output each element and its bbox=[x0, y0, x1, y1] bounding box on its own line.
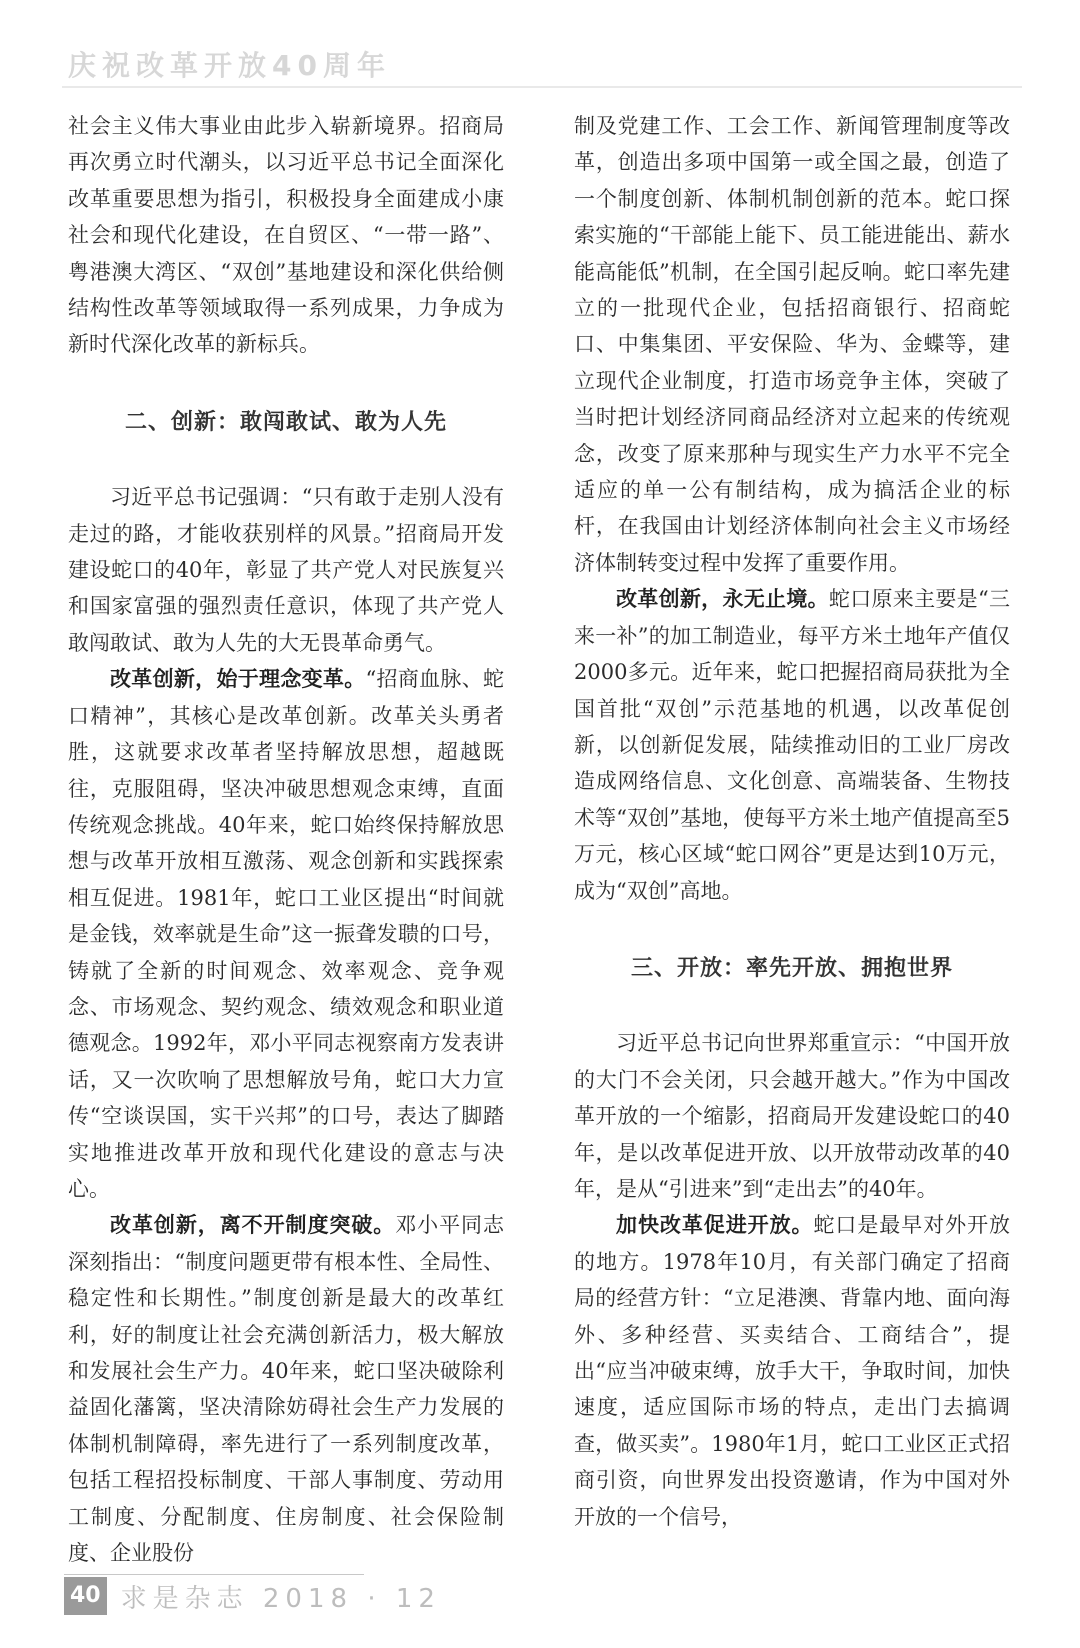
paragraph bbox=[574, 581, 1010, 909]
paragraph-lead: 加快改革促进开放。 bbox=[616, 1213, 814, 1238]
paragraph bbox=[574, 1207, 1010, 1535]
footer-rule bbox=[64, 1574, 364, 1575]
paragraph-lead: 改革创新，离不开制度突破。 bbox=[110, 1213, 396, 1238]
left-column bbox=[68, 108, 504, 1571]
section-heading-innovation: 二、创新：敢闯敢试、敢为人先 bbox=[124, 409, 447, 435]
paragraph: 习近平总书记强调：“只有敢于走别人没有走过的路，才能收获别样的风景。”招商局开发建设蛇口的40年，彰显了共产党人对民族复兴和国家富强的强烈责任意识，体现了共产党人敢闯敢试、敢为人先的大无畏革命勇气。 bbox=[68, 485, 504, 655]
paragraph-body: 邓小平同志深刻指出：“制度问题更带有根本性、全局性、稳定性和长期性。”制度创新是最大的改革红利，好的制度让社会充满创新活力，极大解放和发展社会生产力。40年来，蛇口坚决破除利益固化藩篱，坚决清除妨碍社会生产力发展的体制机制障碍，率先进行了一系列制度改革，包括工程招投标制度、干部人事制度、劳动用工制度、分配制度、住房制度、社会保险制度、企业股份 bbox=[68, 1213, 504, 1566]
paragraph-body: 蛇口原来主要是“三来一补”的加工制造业，每平方米土地年产值仅2000多元。近年来，蛇口把握招商局获批为全国首批“双创”示范基地的机遇，以改革促创新，以创新促发展，陆续推动旧的工业厂房改造成网络信息、文化创意、高端装备、生物技术等“双创”基地，使每平方米土地产值提高至5万元，核心区域“蛇口网谷”更是达到10万元，成为“双创”高地。 bbox=[574, 587, 1010, 903]
header-rule bbox=[62, 86, 1022, 88]
paragraph-lead: 改革创新，永无止境。 bbox=[616, 587, 829, 612]
running-header: 庆祝改革开放40周年 bbox=[68, 49, 391, 82]
paragraph-body: “招商血脉、蛇口精神”，其核心是改革创新。改革关头勇者胜，这就要求改革者坚持解放思想，超越既往，克服阻碍，坚决冲破思想观念束缚，直面传统观念挑战。40年来，蛇口始终保持解放思想与改革开放相互激荡、观念创新和实践探索相互促进。1981年，蛇口工业区提出“时间就是金钱，效率就是生命”这一振聋发聩的口号，铸就了全新的时间观念、效率观念、竞争观念、市场观念、契约观念、绩效观念和职业道德观念。1992年，邓小平同志视察南方发表讲话，又一次吹响了思想解放号角，蛇口大力宣传“空谈误国，实干兴邦”的口号，表达了脚踏实地推进改革开放和现代化建设的意志与决心。 bbox=[68, 667, 504, 1201]
magazine-issue: 求是杂志 2018 · 12 bbox=[120, 1583, 441, 1614]
paragraph-body: 蛇口是最早对外开放的地方。1978年10月，有关部门确定了招商局的经营方针：“立足港澳、背靠内地、面向海外、多种经营、买卖结合、工商结合”，提出“应当冲破束缚，放手大干，争取时间，加快速度，适应国际市场的特点，走出门去搞调查，做买卖”。1980年1月，蛇口工业区正式招商引资，向世界发出投资邀请，作为中国对外开放的一个信号， bbox=[574, 1213, 1011, 1529]
paragraph: 习近平总书记向世界郑重宣示：“中国开放的大门不会关闭，只会越开越大。”作为中国改革开放的一个缩影，招商局开发建设蛇口的40年，是以改革促进开放、以开放带动改革的40年，是从“引进来”到“走出去”的40年。 bbox=[574, 1031, 1010, 1201]
page-footer bbox=[64, 1576, 441, 1616]
paragraph bbox=[68, 1207, 504, 1571]
paragraph bbox=[68, 661, 504, 1207]
right-column bbox=[574, 108, 1010, 1535]
section-heading-opening: 三、开放：率先开放、拥抱世界 bbox=[630, 955, 953, 981]
paragraph-lead: 改革创新，始于理念变革。 bbox=[110, 667, 366, 692]
page-number: 40 bbox=[64, 1577, 107, 1615]
paragraph: 制及党建工作、工会工作、新闻管理制度等改革，创造出多项中国第一或全国之最，创造了一个制度创新、体制机制创新的范本。蛇口探索实施的“干部能上能下、员工能进能出、薪水能高能低”机制，在全国引起反响。蛇口率先建立的一批现代企业，包括招商银行、招商蛇口、中集集团、平安保险、华为、金蝶等，建立现代企业制度，打造市场竞争主体，突破了当时把计划经济同商品经济对立起来的传统观念，改变了原来那种与现实生产力水平不完全适应的单一公有制结构，成为搞活企业的标杆，在我国由计划经济体制向社会主义市场经济体制转变过程中发挥了重要作用。 bbox=[574, 114, 1010, 575]
paragraph: 社会主义伟大事业由此步入崭新境界。招商局再次勇立时代潮头，以习近平总书记全面深化改革重要思想为指引，积极投身全面建成小康社会和现代化建设，在自贸区、“一带一路”、粤港澳大湾区、“双创”基地建设和深化供给侧结构性改革等领域取得一系列成果，力争成为新时代深化改革的新标兵。 bbox=[68, 114, 504, 357]
